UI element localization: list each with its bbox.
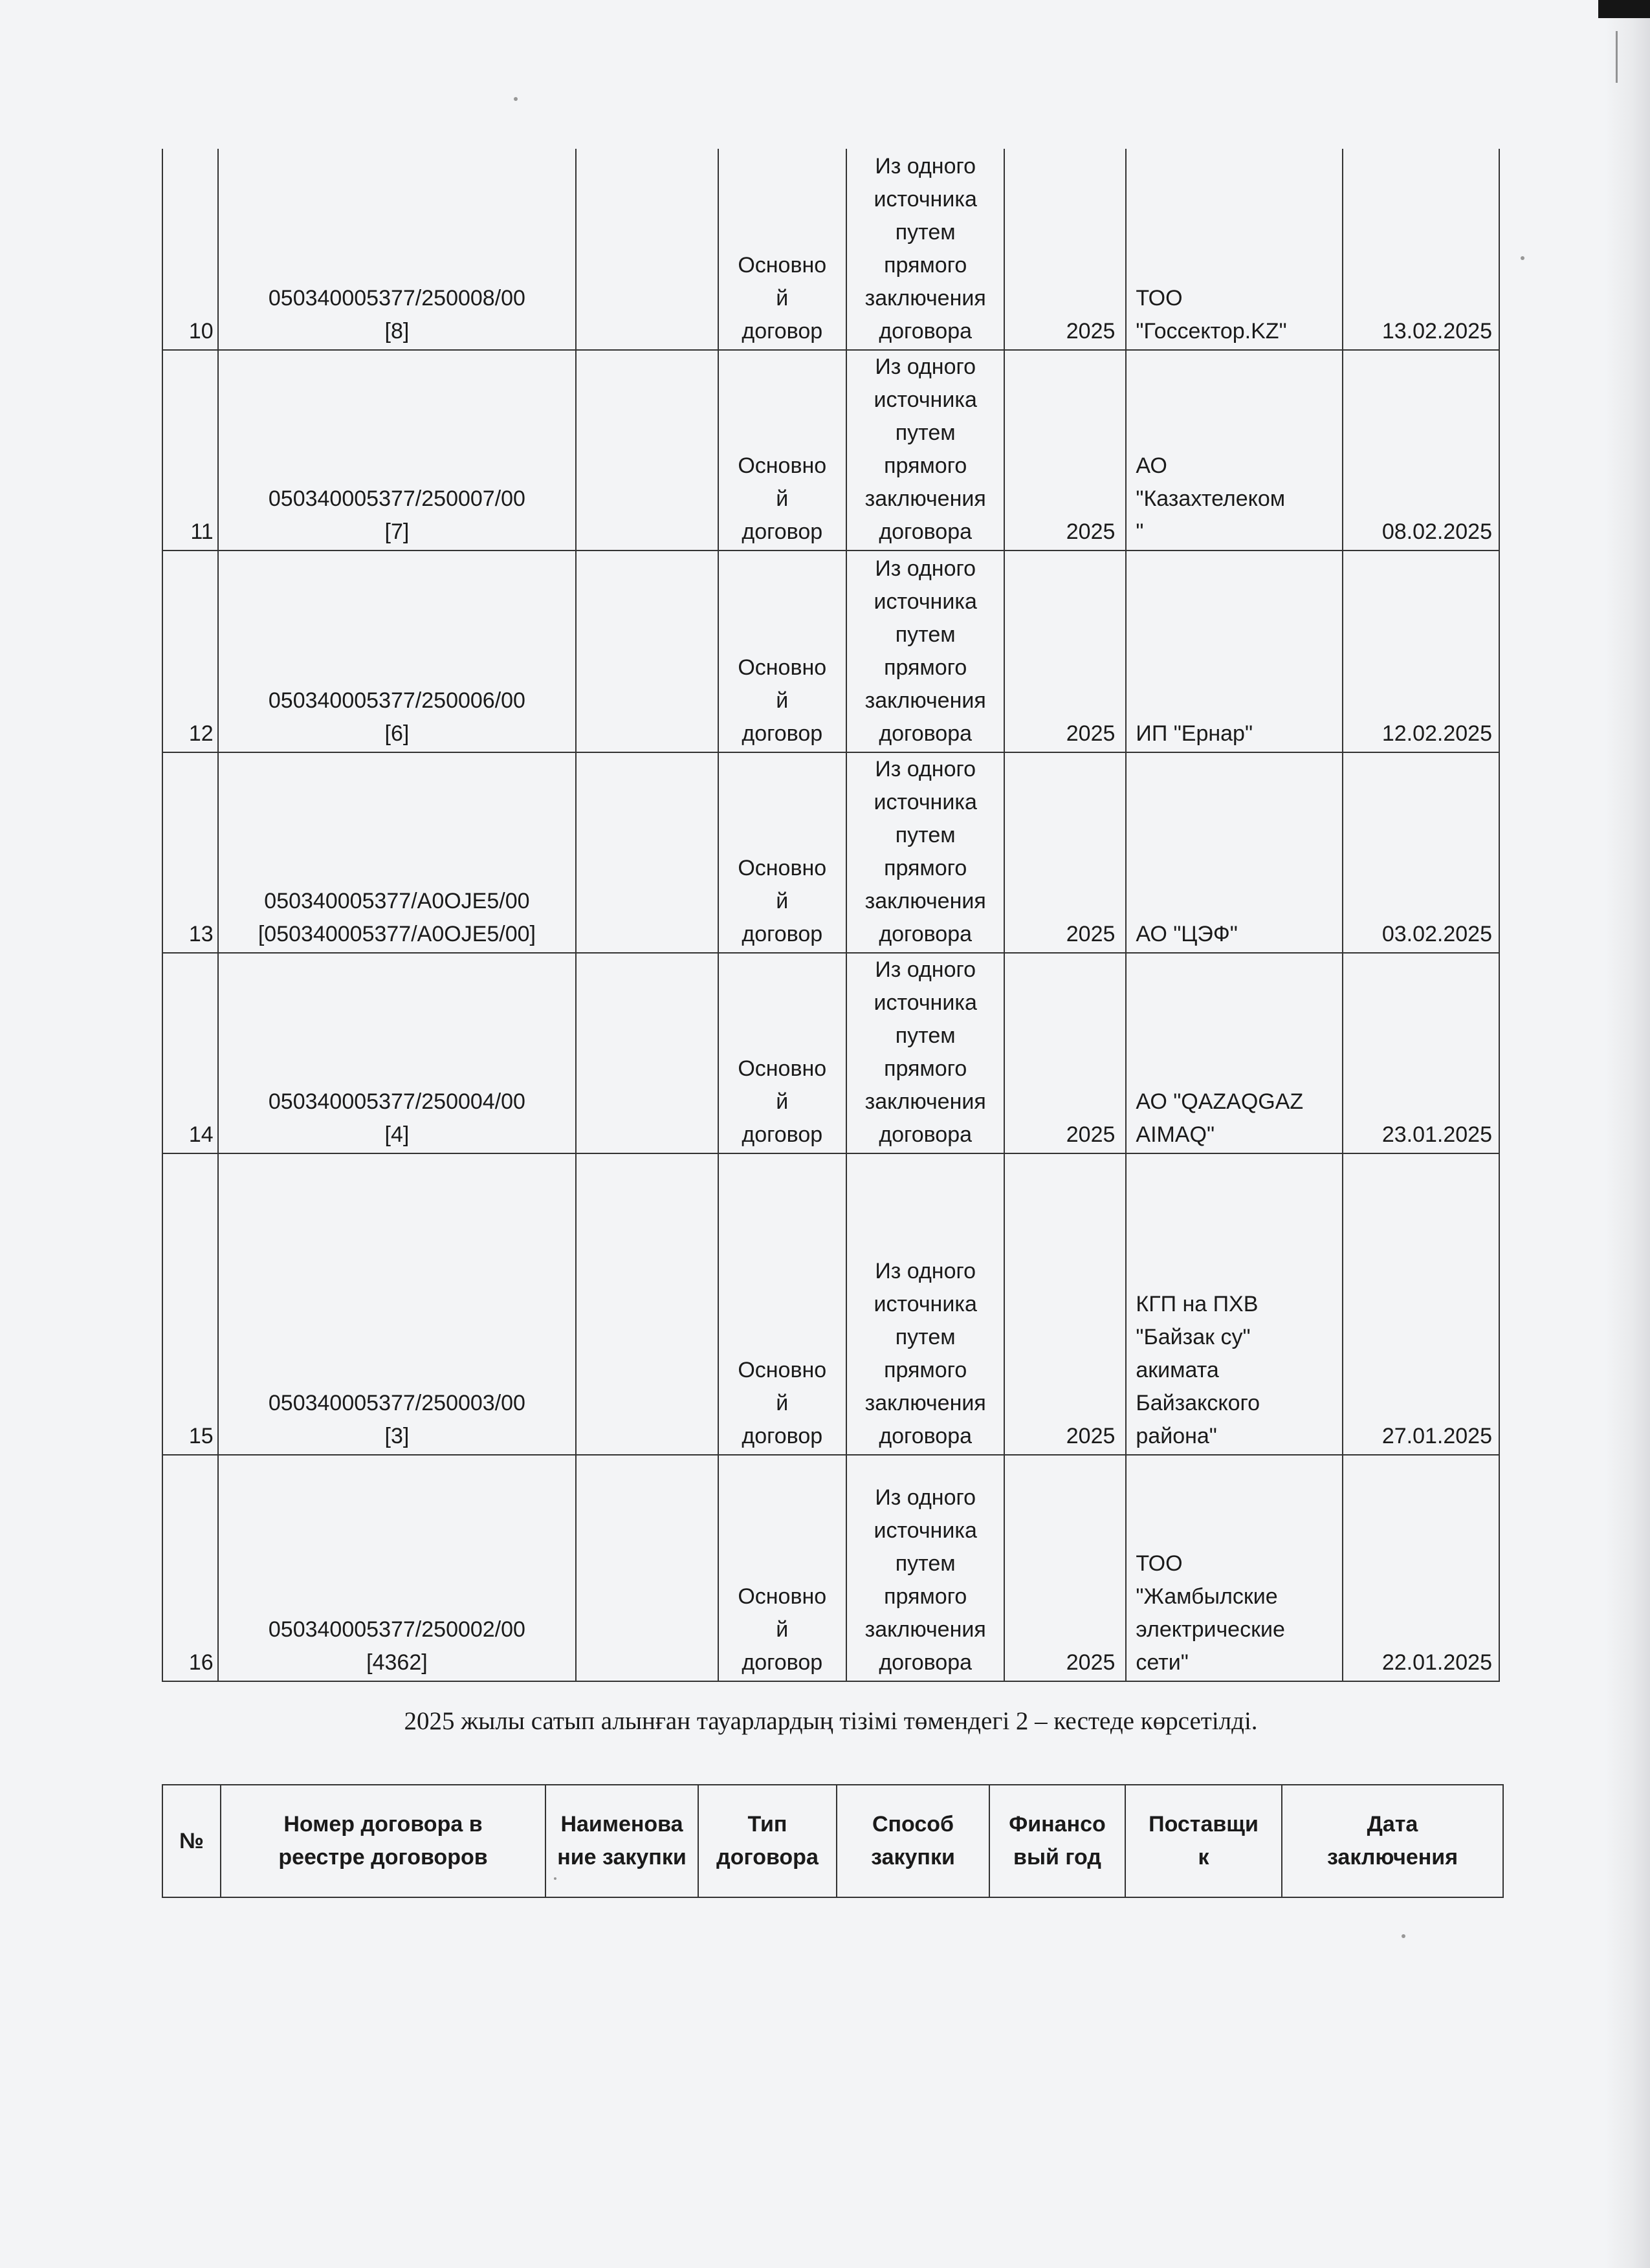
contract-type-cell [718, 350, 846, 551]
financial-year-cell: 2025 [1004, 752, 1126, 953]
cell-line: Дата [1367, 1812, 1418, 1837]
cell-line: Из одного [875, 957, 976, 982]
cell-line: прямого [884, 1584, 967, 1609]
purchase-name-cell [576, 350, 718, 551]
scan-corner-artifact [1598, 0, 1650, 18]
cell-line: договора [879, 519, 973, 544]
cell-line: [050340005377/A0OJE5/00] [258, 922, 536, 946]
cell-line: й [776, 688, 789, 713]
financial-year-cell: 2025 [1004, 1455, 1126, 1681]
goods-table-column-header [1125, 1785, 1282, 1897]
cell-line: ТОО [1136, 1551, 1183, 1576]
scan-speck [1402, 1934, 1405, 1938]
cell-line: [6] [384, 721, 410, 746]
purchase-method-cell [846, 752, 1004, 953]
cell-line: договор [742, 319, 823, 343]
table-row [162, 350, 1499, 551]
cell-line: заключения [864, 1617, 986, 1642]
contract-type-cell [718, 551, 846, 752]
purchase-name-cell [576, 752, 718, 953]
cell-line: Поставщи [1149, 1812, 1259, 1837]
cell-line: договор [742, 1424, 823, 1448]
cell-line: Наименова [560, 1812, 683, 1837]
cell-line: 050340005377/250002/00 [268, 1617, 525, 1642]
cell-line: Байзакского [1136, 1391, 1260, 1415]
purchase-name-cell [576, 551, 718, 752]
cell-line: путем [895, 1325, 956, 1349]
cell-line: заключения [864, 286, 986, 311]
cell-line: Из одного [875, 1259, 976, 1283]
goods-table-column-header [545, 1785, 698, 1897]
cell-line: источника [874, 589, 977, 614]
purchase-name-cell [576, 1455, 718, 1681]
scan-speck [1521, 256, 1524, 260]
cell-line: "Госсектор.KZ" [1136, 319, 1287, 343]
supplier-cell [1126, 953, 1342, 1153]
contract-number-cell: 13 [162, 752, 218, 953]
scan-edge-mark [1616, 31, 1622, 83]
cell-line: Из одного [875, 154, 976, 179]
cell-line: прямого [884, 655, 967, 680]
cell-line: источника [874, 1292, 977, 1316]
cell-line: 050340005377/250007/00 [268, 486, 525, 511]
purchase-name-cell [576, 953, 718, 1153]
cell-line: заключения [864, 486, 986, 511]
supplier-cell [1126, 1455, 1342, 1681]
financial-year-cell: 2025 [1004, 953, 1126, 1153]
cell-line: заключения [864, 688, 986, 713]
cell-line: Из одного [875, 354, 976, 379]
cell-line: 050340005377/250008/00 [268, 286, 525, 311]
cell-line: ние закупки [557, 1845, 687, 1870]
goods-table-column-header [698, 1785, 837, 1897]
scan-speck [514, 97, 518, 101]
cell-line: [4] [384, 1122, 410, 1147]
cell-line: Номер договора в [283, 1812, 483, 1837]
contract-type-cell [718, 752, 846, 953]
cell-line: договора [879, 1424, 973, 1448]
cell-line: района" [1136, 1424, 1217, 1448]
cell-line: договора [879, 922, 973, 946]
cell-line: Основно [738, 253, 827, 278]
cell-line: 050340005377/250004/00 [268, 1089, 525, 1114]
financial-year-cell: 2025 [1004, 1153, 1126, 1455]
cell-line: й [776, 286, 789, 311]
contract-date-cell: 23.01.2025 [1343, 953, 1499, 1153]
cell-line: "Жамбылские [1136, 1584, 1278, 1609]
supplier-cell [1126, 149, 1342, 350]
cell-line: договора [716, 1845, 819, 1870]
supplier-cell [1126, 752, 1342, 953]
cell-line: АО [1136, 453, 1167, 478]
goods-table-column-header [221, 1785, 545, 1897]
contract-number-cell: 10 [162, 149, 218, 350]
cell-line: [7] [384, 519, 410, 544]
cell-line: реестре договоров [278, 1845, 488, 1870]
purchase-method-cell [846, 149, 1004, 350]
cell-line: источника [874, 187, 977, 212]
cell-line: прямого [884, 1358, 967, 1382]
cell-line: путем [895, 1551, 956, 1576]
table-row [162, 752, 1499, 953]
contract-number-cell: 14 [162, 953, 218, 1153]
contract-date-cell: 27.01.2025 [1343, 1153, 1499, 1455]
cell-line: заключения [864, 1089, 986, 1114]
cell-line: Из одного [875, 1485, 976, 1510]
table-row [162, 149, 1499, 350]
goods-table [162, 1784, 1504, 1898]
cell-line: договора [879, 1650, 973, 1675]
cell-line: й [776, 1617, 789, 1642]
cell-line: 050340005377/250003/00 [268, 1391, 525, 1415]
contract-date-cell: 22.01.2025 [1343, 1455, 1499, 1681]
cell-line: Основно [738, 1056, 827, 1081]
cell-line: Основно [738, 453, 827, 478]
goods-table-column-header [989, 1785, 1125, 1897]
contract-registry-number-cell [218, 953, 577, 1153]
contract-registry-number-cell [218, 1455, 577, 1681]
cell-line: Способ [872, 1812, 954, 1837]
cell-line: [4362] [366, 1650, 428, 1675]
goods-table-column-header [1282, 1785, 1503, 1897]
cell-line: "Казахтелеком [1136, 486, 1286, 511]
cell-line: КГП на ПХВ [1136, 1292, 1259, 1316]
contracts-table [162, 149, 1500, 1682]
cell-line: договора [879, 721, 973, 746]
contract-number-cell: 15 [162, 1153, 218, 1455]
contract-registry-number-cell [218, 752, 577, 953]
cell-line: источника [874, 990, 977, 1015]
cell-line: [3] [384, 1424, 410, 1448]
contract-number-cell: 12 [162, 551, 218, 752]
cell-line: акимата [1136, 1358, 1219, 1382]
purchase-method-cell [846, 1153, 1004, 1455]
purchase-name-cell [576, 1153, 718, 1455]
cell-line: й [776, 1089, 789, 1114]
contract-type-cell [718, 149, 846, 350]
cell-line: источника [874, 387, 977, 412]
cell-line: [8] [384, 319, 410, 343]
cell-line: " [1136, 519, 1144, 544]
contract-date-cell: 03.02.2025 [1343, 752, 1499, 953]
cell-line: договора [879, 1122, 973, 1147]
cell-line: сети" [1136, 1650, 1189, 1675]
contract-type-cell [718, 1153, 846, 1455]
cell-line: путем [895, 622, 956, 647]
table-row [162, 1153, 1499, 1455]
supplier-cell [1126, 551, 1342, 752]
table-2-caption: 2025 жылы сатып алынған тауарлардың тізімі төмендегі 2 – кестеде көрсетілді. [404, 1707, 1258, 1735]
cell-line: источника [874, 1518, 977, 1543]
contract-number-cell: 11 [162, 350, 218, 551]
cell-line: ТОО [1136, 286, 1183, 311]
cell-line: 050340005377/A0OJE5/00 [264, 889, 530, 913]
cell-line: прямого [884, 856, 967, 880]
cell-line: договор [742, 1650, 823, 1675]
cell-line: AIMAQ" [1136, 1122, 1215, 1147]
goods-table-column-header [162, 1785, 221, 1897]
cell-line: путем [895, 823, 956, 847]
cell-line: АО "ЦЭФ" [1136, 922, 1238, 946]
cell-line: № [179, 1828, 204, 1853]
contract-type-cell [718, 953, 846, 1153]
cell-line: путем [895, 420, 956, 445]
cell-line: договор [742, 519, 823, 544]
goods-table-header-row [162, 1785, 1503, 1897]
cell-line: Основно [738, 1584, 827, 1609]
cell-line: АО "QAZAQGAZ [1136, 1089, 1304, 1114]
contract-registry-number-cell [218, 350, 577, 551]
cell-line: путем [895, 220, 956, 245]
contract-registry-number-cell [218, 551, 577, 752]
cell-line: Основно [738, 856, 827, 880]
cell-line: Из одного [875, 556, 976, 581]
cell-line: вый год [1013, 1845, 1101, 1870]
cell-line: "Байзак су" [1136, 1325, 1251, 1349]
purchase-method-cell [846, 551, 1004, 752]
contract-registry-number-cell [218, 149, 577, 350]
contract-registry-number-cell [218, 1153, 577, 1455]
cell-line: Тип [747, 1812, 787, 1837]
cell-line: Основно [738, 655, 827, 680]
cell-line: к [1198, 1845, 1209, 1870]
cell-line: закупки [871, 1845, 955, 1870]
cell-line: й [776, 1391, 789, 1415]
cell-line: ИП "Ернар" [1136, 721, 1253, 746]
cell-line: путем [895, 1023, 956, 1048]
table-row [162, 1455, 1499, 1681]
cell-line: договор [742, 922, 823, 946]
cell-line: Из одного [875, 757, 976, 781]
cell-line: Финансо [1009, 1812, 1106, 1837]
goods-table-column-header [837, 1785, 989, 1897]
cell-line: электрические [1136, 1617, 1285, 1642]
financial-year-cell: 2025 [1004, 149, 1126, 350]
contracts-table-body [162, 149, 1499, 1681]
cell-line: Основно [738, 1358, 827, 1382]
page-edge-shadow [1605, 0, 1650, 2268]
cell-line: договор [742, 1122, 823, 1147]
cell-line: заключения [864, 889, 986, 913]
cell-line: й [776, 486, 789, 511]
cell-line: прямого [884, 453, 967, 478]
cell-line: прямого [884, 253, 967, 278]
financial-year-cell: 2025 [1004, 350, 1126, 551]
cell-line: источника [874, 790, 977, 814]
supplier-cell [1126, 350, 1342, 551]
cell-line: 050340005377/250006/00 [268, 688, 525, 713]
supplier-cell [1126, 1153, 1342, 1455]
purchase-method-cell [846, 1455, 1004, 1681]
financial-year-cell: 2025 [1004, 551, 1126, 752]
cell-line: прямого [884, 1056, 967, 1081]
cell-line: договор [742, 721, 823, 746]
table-row [162, 551, 1499, 752]
cell-line: договора [879, 319, 973, 343]
cell-line: заключения [1326, 1845, 1458, 1870]
cell-line: й [776, 889, 789, 913]
contract-date-cell: 13.02.2025 [1343, 149, 1499, 350]
contract-type-cell [718, 1455, 846, 1681]
contract-date-cell: 12.02.2025 [1343, 551, 1499, 752]
table-row [162, 953, 1499, 1153]
purchase-method-cell [846, 350, 1004, 551]
purchase-name-cell [576, 149, 718, 350]
purchase-method-cell [846, 953, 1004, 1153]
cell-line: заключения [864, 1391, 986, 1415]
contract-date-cell: 08.02.2025 [1343, 350, 1499, 551]
contract-number-cell: 16 [162, 1455, 218, 1681]
